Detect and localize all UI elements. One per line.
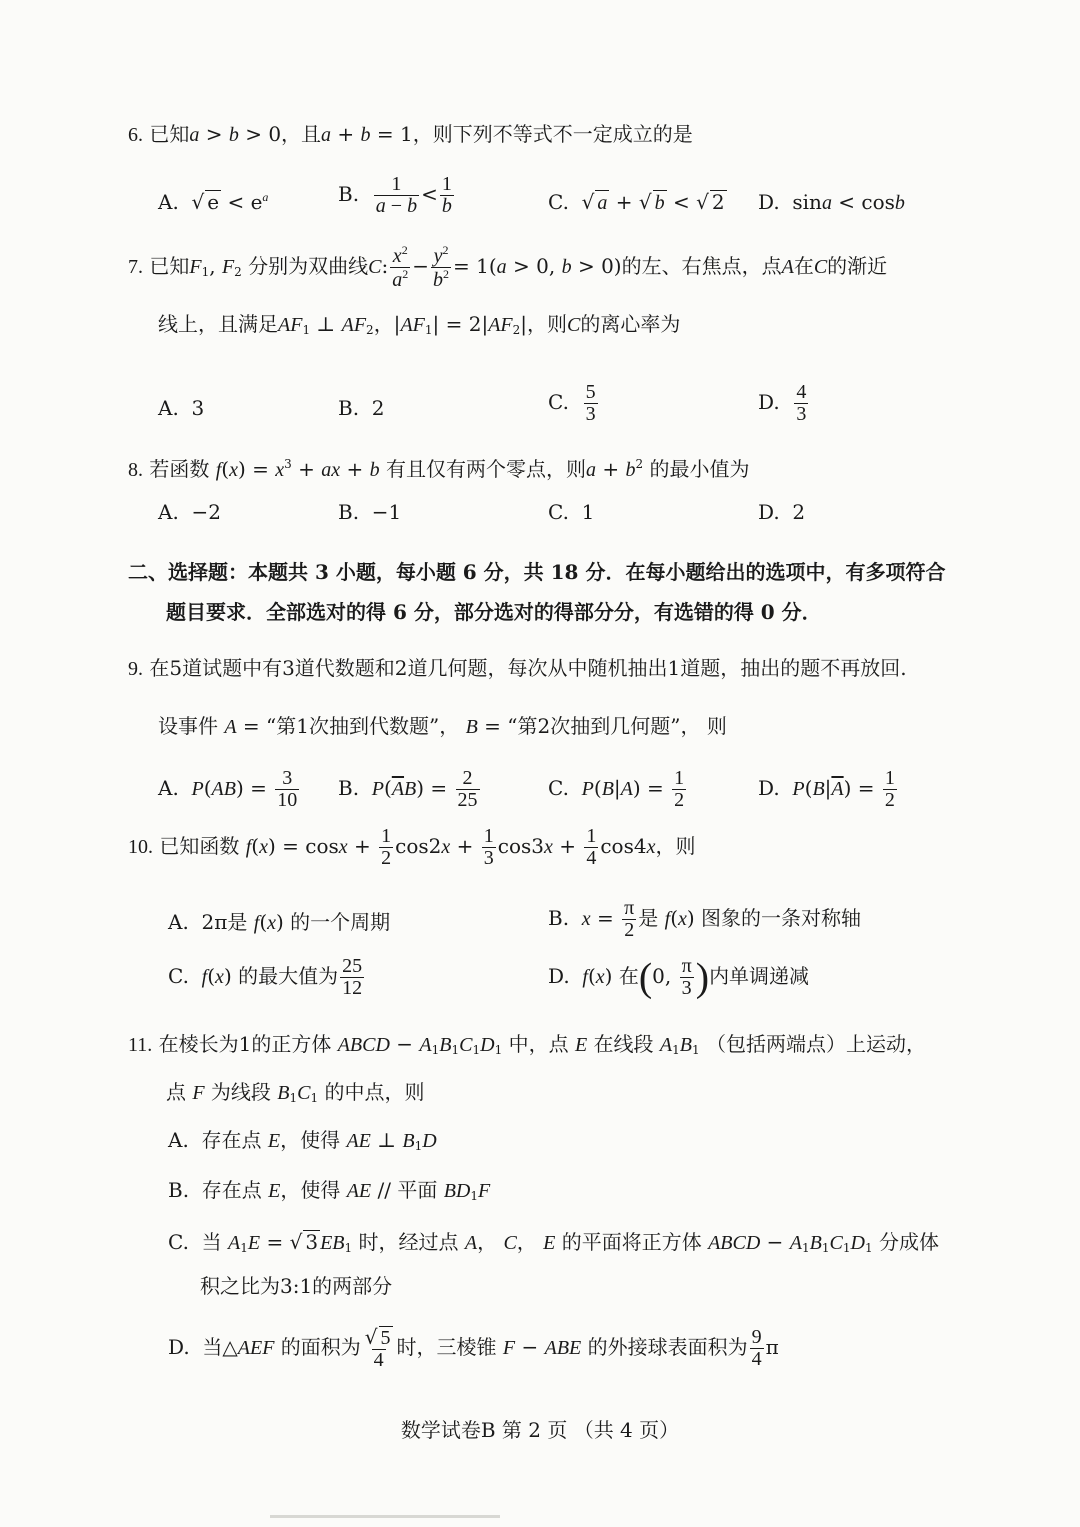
q6-option-b: B. $\frac{1}{a - b}$ < $\frac{1}{b}$	[338, 173, 452, 217]
page-footer: 数学试卷B 第 2 页 （共 4 页）	[400, 1418, 680, 1442]
q11-stem-line1: 11. 在棱长为1的正方体 ABCD − $A_1B_1C_1D_1$ 中，点 E 在线段 $A_1B_1$ （包括两端点）上运动，	[128, 1032, 926, 1057]
q7-option-d: D. $\frac{4}{3}$	[758, 381, 807, 425]
q9-stem-line1: 9. 在5道试题中有3道代数题和2道几何题，每次从中随机抽出1道题，抽出的题不再放回.	[128, 656, 907, 680]
q7-stem-line2: 线上，且满足$AF_1$ ⊥ $AF_2$，$|AF_1| = 2|AF_2|$，则C的离心率为	[158, 312, 681, 337]
q9-option-d: D. $P(B|\overline{A})$ = $\frac{1}{2}$	[758, 767, 895, 811]
q11-stem-line2: 点 F 为线段 $B_1C_1$ 的中点，则	[166, 1080, 425, 1105]
q7-option-c: C. $\frac{5}{3}$	[548, 381, 596, 425]
q11-option-d: D. 当△AEF 的面积为 $\frac{√ 5}{4}$ 时，三棱锥 F − ABE 的外接球表面积为 $\frac{9}{4}$ π	[168, 1325, 779, 1371]
section2-line2: 题目要求．全部选对的得 6 分，部分选对的得部分分，有选错的得 0 分．	[166, 600, 822, 624]
q7-option-b: B. 2	[338, 396, 385, 420]
q8-option-c: C. 1	[548, 500, 595, 524]
q10-option-a: A. 2π是 f(x) 的一个周期	[168, 910, 391, 934]
q9-option-a: A. P(AB) = $\frac{3}{10}$	[158, 767, 298, 811]
q11-option-b: B. 存在点 E，使得 AE // 平面 $BD_1F$	[168, 1178, 491, 1203]
q8-option-b: B. −1	[338, 500, 402, 524]
q11-option-c-line1: C. 当 $A_1E$ = √ 3 $EB_1$ 时，经过点 A， C， E 的平面将正方体 ABCD − $A_1B_1C_1D_1$ 分成体	[168, 1230, 939, 1255]
q8-option-a: A. −2	[158, 500, 221, 524]
q6-stem: 6. 已知a > b > 0，且a + b = 1，则下列不等式不一定成立的是	[128, 122, 693, 146]
q9-stem-line2: 设事件 A = “第1次抽到代数题”， B = “第2次抽到几何题”， 则	[158, 714, 727, 738]
q6-option-a: A. √ $e < e^a$	[158, 190, 269, 214]
q10-stem: 10. 已知函数 f(x) = cosx + $\frac{1}{2}$ cos2x + $\frac{1}{3}$ cos3x + $\frac{1}{4}$ cos4x，则	[128, 825, 696, 869]
scan-artifact-line	[270, 1515, 500, 1518]
q6-option-d: D. sina < cosb	[758, 190, 905, 214]
q11-option-a: A. 存在点 E，使得 AE ⊥ $B_1D$	[168, 1128, 437, 1153]
q8-stem: 8. 若函数 $f(x) = x^3$ + ax + b 有且仅有两个零点，则$a + b^2$ 的最小值为	[128, 457, 750, 481]
q10-option-b: B. x = $\frac{\pi}{2}$ 是 f(x) 图象的一条对称轴	[548, 897, 862, 941]
q9-option-b: B. $P(\overline{A}B)$ = $\frac{2}{25}$	[338, 767, 478, 811]
section2-line1: 二、选择题：本题共 3 小题，每小题 6 分，共 18 分．在每小题给出的选项中，有多项符合	[128, 560, 946, 584]
q11-option-c-line2: 积之比为3:1的两部分	[200, 1274, 393, 1298]
q7-stem-line1: 7. 已知$F_1$, $F_2$ 分别为双曲线C: $\frac{x^2}{a^2}$ − $\frac{y^2}{b^2}$ = 1(a > 0, b > 0)的左、右焦点，点A在C的渐近	[128, 243, 888, 291]
q7-option-a: A. 3	[158, 396, 205, 420]
q9-option-c: C. P(B|A) = $\frac{1}{2}$	[548, 767, 685, 811]
q10-option-c: C. f(x) 的最大值为 $\frac{25}{12}$	[168, 955, 363, 999]
q10-option-d: D. f(x) 在(0, $\frac{\pi}{3}$ )内单调递减	[548, 954, 810, 1000]
q6-option-c: C. √ a + √ b < √ 2	[548, 190, 725, 214]
q8-option-d: D. 2	[758, 500, 806, 524]
